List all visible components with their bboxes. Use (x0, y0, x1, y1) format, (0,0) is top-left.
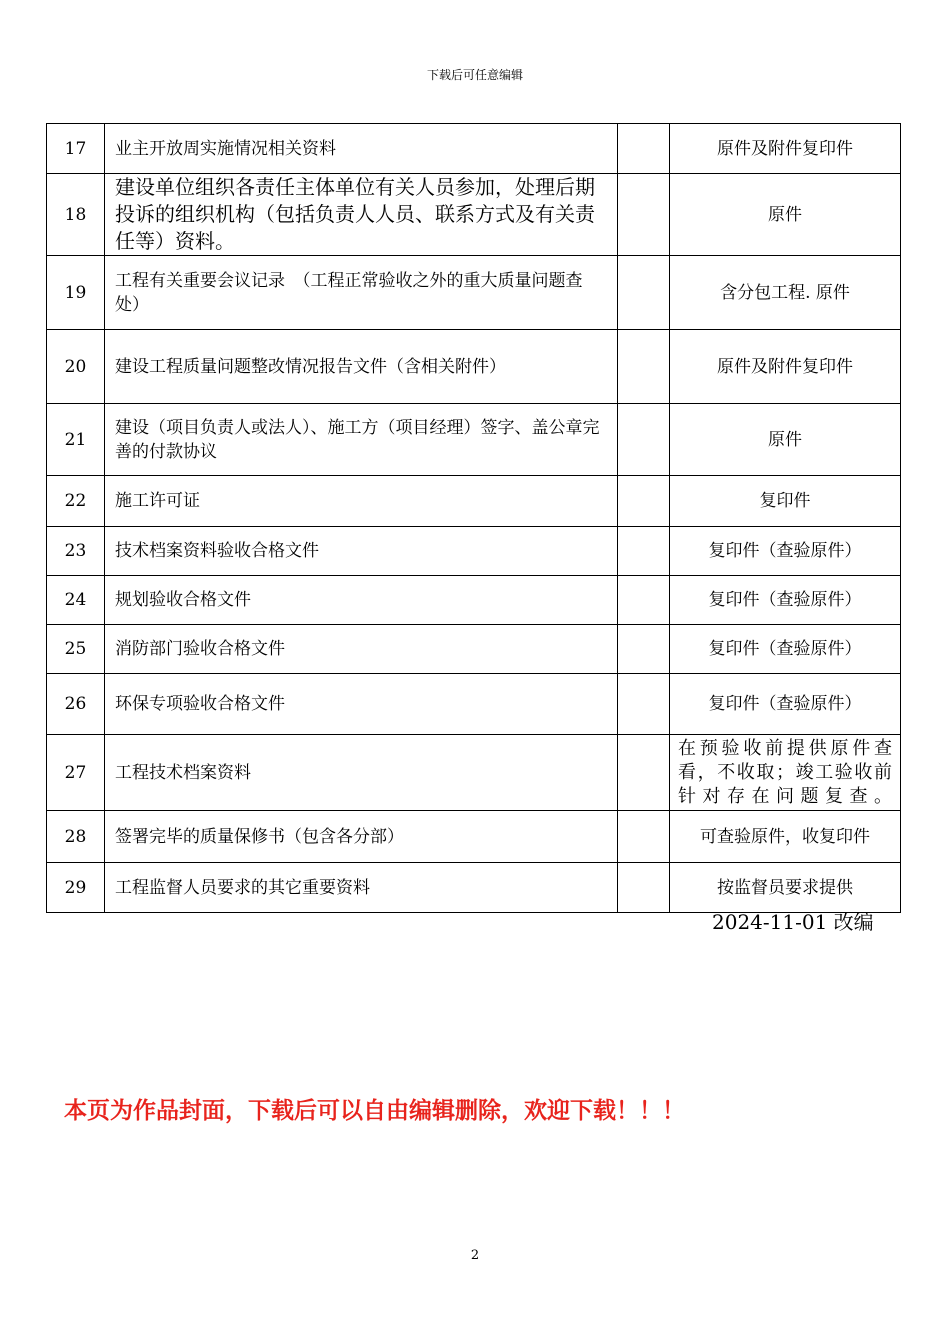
document-requirement: 原件及附件复印件 (670, 124, 901, 174)
page-number: 2 (470, 1248, 480, 1263)
document-requirement: 可查验原件，收复印件 (670, 811, 901, 863)
row-number: 21 (47, 404, 105, 476)
row-number: 27 (47, 735, 105, 811)
table-row (47, 404, 901, 476)
table-row (47, 174, 901, 256)
table-row (47, 256, 901, 330)
revision-date: 2024-11-01 改编 (712, 910, 874, 934)
table-row (47, 625, 901, 674)
row-number: 25 (47, 625, 105, 674)
empty-cell (618, 735, 670, 811)
empty-cell (618, 256, 670, 330)
document-item: 工程技术档案资料 (105, 735, 618, 811)
row-number: 22 (47, 476, 105, 527)
empty-cell (618, 674, 670, 735)
empty-cell (618, 330, 670, 404)
table-row (47, 330, 901, 404)
row-number: 20 (47, 330, 105, 404)
document-item: 建设单位组织各责任主体单位有关人员参加，处理后期投诉的组织机构（包括负责人人员、联系方式及有关责任等）资料。 (105, 174, 618, 256)
empty-cell (618, 527, 670, 576)
empty-cell (618, 863, 670, 913)
row-number: 26 (47, 674, 105, 735)
promo-notice: 本页为作品封面，下载后可以自由编辑删除，欢迎下载！！！ (64, 1098, 685, 1124)
document-requirement: 复印件（查验原件） (670, 625, 901, 674)
empty-cell (618, 174, 670, 256)
row-number: 29 (47, 863, 105, 913)
document-item: 建设工程质量问题整改情况报告文件（含相关附件） (105, 330, 618, 404)
empty-cell (618, 476, 670, 527)
document-item: 签署完毕的质量保修书（包含各分部） (105, 811, 618, 863)
table-row (47, 863, 901, 913)
document-requirement: 复印件（查验原件） (670, 527, 901, 576)
row-number: 18 (47, 174, 105, 256)
document-requirement: 原件 (670, 174, 901, 256)
document-requirements-table (46, 123, 901, 913)
table-row (47, 735, 901, 811)
document-item: 工程有关重要会议记录 （工程正常验收之外的重大质量问题查处） (105, 256, 618, 330)
table-row (47, 674, 901, 735)
document-requirement: 复印件（查验原件） (670, 674, 901, 735)
document-requirement: 在预验收前提供原件查看，不收取；竣工验收前针对存在问题复查。 (670, 735, 901, 811)
document-item: 施工许可证 (105, 476, 618, 527)
empty-cell (618, 576, 670, 625)
empty-cell (618, 124, 670, 174)
row-number: 28 (47, 811, 105, 863)
table-row (47, 527, 901, 576)
document-item: 业主开放周实施情况相关资料 (105, 124, 618, 174)
document-item: 技术档案资料验收合格文件 (105, 527, 618, 576)
document-item: 规划验收合格文件 (105, 576, 618, 625)
table-row (47, 811, 901, 863)
empty-cell (618, 404, 670, 476)
row-number: 24 (47, 576, 105, 625)
table-row (47, 576, 901, 625)
document-item: 建设（项目负责人或法人）、施工方（项目经理）签字、盖公章完善的付款协议 (105, 404, 618, 476)
document-requirement: 按监督员要求提供 (670, 863, 901, 913)
document-item: 环保专项验收合格文件 (105, 674, 618, 735)
table-row (47, 476, 901, 527)
page-header: 下载后可任意编辑 (426, 68, 523, 82)
row-number: 17 (47, 124, 105, 174)
row-number: 23 (47, 527, 105, 576)
row-number: 19 (47, 256, 105, 330)
document-item: 消防部门验收合格文件 (105, 625, 618, 674)
document-requirement: 复印件（查验原件） (670, 576, 901, 625)
document-requirement: 含分包工程. 原件 (670, 256, 901, 330)
document-item: 工程监督人员要求的其它重要资料 (105, 863, 618, 913)
empty-cell (618, 625, 670, 674)
document-requirement: 原件 (670, 404, 901, 476)
empty-cell (618, 811, 670, 863)
document-requirement: 原件及附件复印件 (670, 330, 901, 404)
document-requirement: 复印件 (670, 476, 901, 527)
table-row (47, 124, 901, 174)
